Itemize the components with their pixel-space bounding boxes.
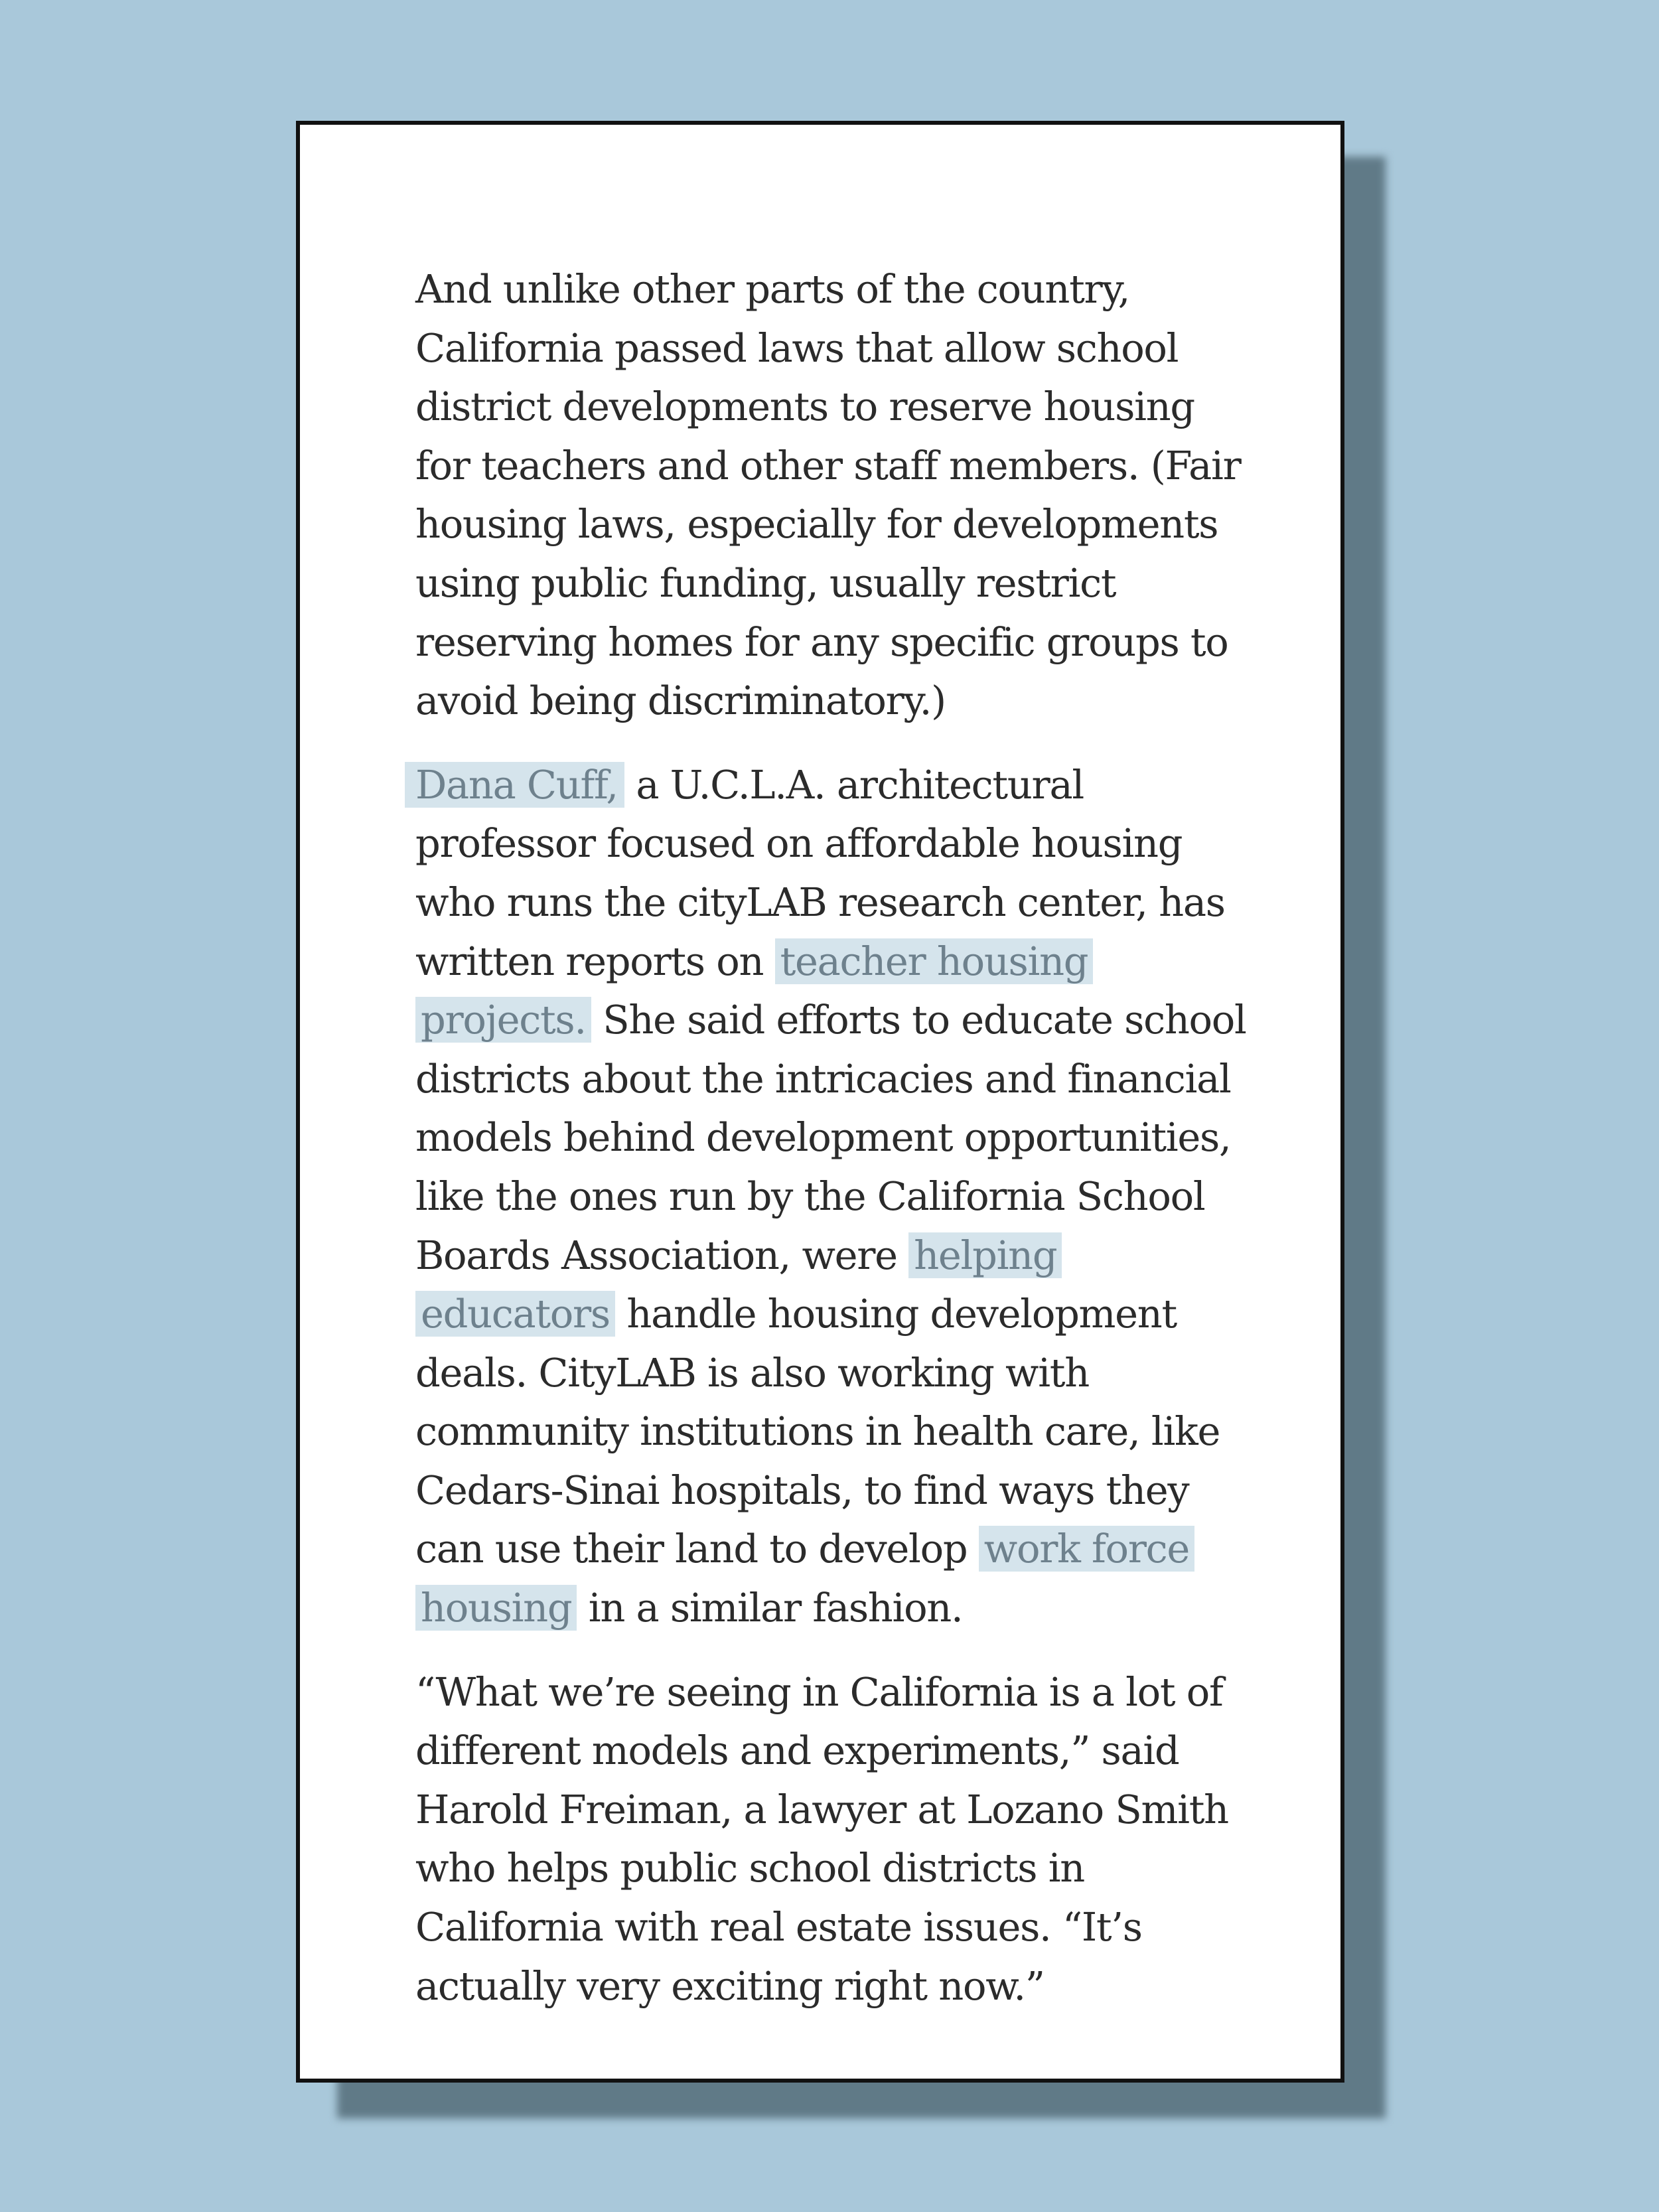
link-teacher-housing-projects[interactable]: teacher housing projects. — [415, 938, 1093, 1043]
article-body — [415, 260, 1258, 2041]
paragraph-2-text-4: in a similar fashion. — [577, 1585, 963, 1631]
link-dana-cuff[interactable]: Dana Cuff, — [405, 762, 624, 808]
paragraph-3: “What we’re seeing in California is a lot of different models and experiments,” said Harold Freiman, a lawyer at Lozano Smith who helps public school districts in California with real estate issues. “It’s actually very exciting right now.” — [415, 1668, 1228, 2009]
paragraph-2-text-3: handle housing development deals. CityLAB is also working with community institutions in health care, like Cedars-Sinai hospitals, to find ways they can use their land to develop — [415, 1291, 1220, 1572]
paragraph-1: And unlike other parts of the country, California passed laws that allow school district developments to reserve housing for teachers and other staff members. (Fair housing laws, especially for developments using public funding, usually restrict reserving homes for any specific groups to avoid being discriminatory.) — [415, 266, 1241, 724]
link-helping-educators[interactable]: helping educators — [415, 1232, 1062, 1337]
paragraph-2-text-2: She said efforts to educate school districts about the intricacies and financial models behind development opportunities, like the ones run by the California School Boards Association, were — [415, 997, 1246, 1278]
link-work-force-housing[interactable]: work force housing — [415, 1526, 1194, 1631]
article-card — [296, 121, 1344, 2083]
paragraph-2-text-1: a U.C.L.A. architectural professor focused on affordable housing who runs the cityLAB research center, has written reports on — [415, 761, 1225, 984]
paragraph-2 — [415, 756, 1258, 1638]
